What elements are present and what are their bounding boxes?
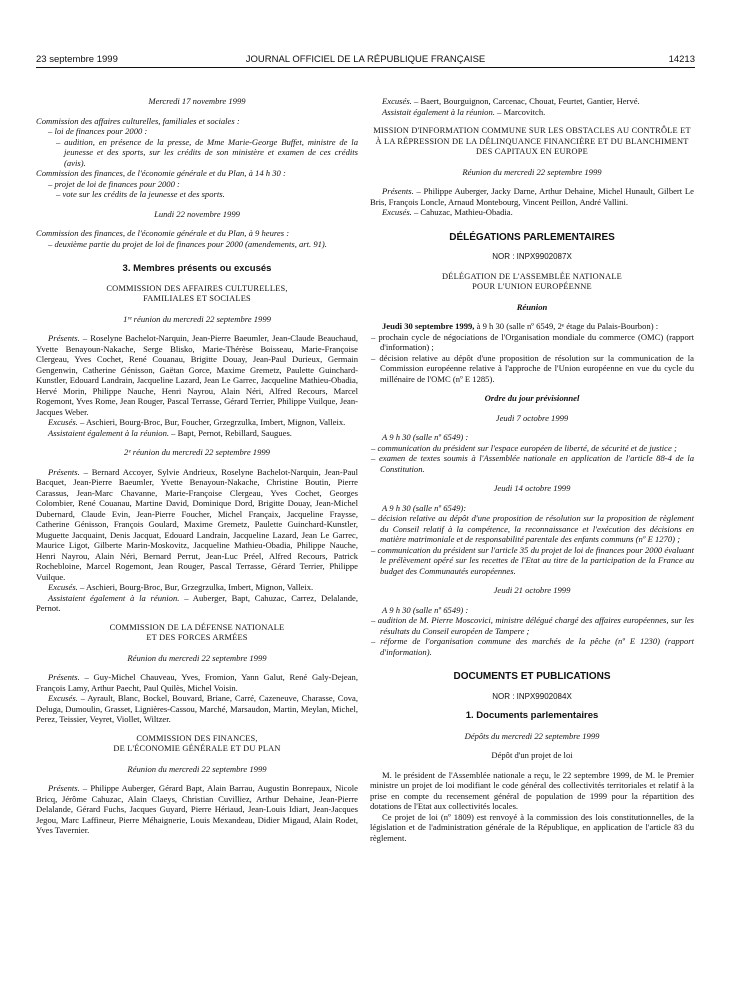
time-line: A 9 h 30 (salle nº 6549) :: [382, 604, 469, 615]
attendance-present: Présents. – Roselyne Bachelot-Narquin, Jean-Pierre Baeumler, Jean-Claude Beauchaud, Yvette Benayoun-Nakache, Serge Blisko, Marie-Thérèse Boisseau, Marie-Françoise Clergeau, Yves Cochet, René Couanau, Brigitte Douay, Jean-Paul Durieux, Germain Gengenwin, Catherine Génisson, Gaëtan Gorce, Maxime Gremetz, Paulette Guinchard-Kunstler, Edouard Landrain, Jacqueline Lazard, Jean Le Garrec, Jacqueline Mathieu-Obadia, Hervé Morin, Philippe Nauche, Henri Nayrou, Alain Néri, Alfred Recours, Marcel Rogemont, Yves Rome, Jean Rouger, Pascal Terrasse, Gérard Terrier, Philippe Vuilque, Jean-Jacques Weber.: [36, 333, 358, 417]
attendance-present: Présents. – Philippe Auberger, Gérard Bapt, Alain Barrau, Augustin Bonrepaux, Nicole Bricq, Jérôme Cahuzac, Alain Claeys, Christian Cuvilliez, Arthur Dehaine, Jean-Pierre Delalande, Gérard Fuchs, Jacques Guyard, Pierre Hériaud, Jean-Louis Idiart, Jean-Jacques Jegou, Marc Laffineur, Pierre Méhaignerie, Louis Mexandeau, Didier Migaud, Alain Rodet, Yves Tavernier.: [36, 783, 358, 835]
attendance-excused: Excusés. – Aschieri, Bourg-Broc, Bur, Foucher, Grzegrzulka, Imbert, Mignon, Valleix.: [48, 417, 346, 427]
attendance-present: Présents. – Bernard Accoyer, Sylvie Andrieux, Roselyne Bachelot-Narquin, Jean-Paul Bacquet, Jean-Pierre Baeumler, Yvette Benayoun-Nakache, Christine Boutin, Pierre Carassus, Jean-Marc Chavanne, Marie-Françoise Clergeau, Yves Cochet, Georges Colombier, René Couanau, Martine David, Dominique Dord, Brigitte Douay, Jean-Michel Dubernard, Claude Evin, Jean-Pierre Foucher, Michel Françaix, Jacqueline Fraysse, Catherine Génisson, François Goulard, Maxime Gremetz, Paulette Guinchard-Kunstler, Muguette Jacquaint, Denis Jacquat, Edouard Landrain, Jacqueline Lazard, Jean Le Garrec, Maurice Ligot, Gilberte Marin-Moskovitz, Jacqueline Mathieu-Obadia, Philippe Nauche, Henri Nayrou, Alain Néri, Bernard Perrut, Jean-Luc Préel, Alfred Recours, Patrick Rochebloine, Marcel Rogemont, Jean Rouger, Pascal Terrasse, Gérard Terrier, Philippe Vuilque.: [36, 466, 358, 582]
agenda-item: – projet de loi de finances pour 2000 :: [48, 178, 180, 189]
agenda-item: – réforme de l'organisation commune des marchés de la pêche (nº E 1230) (rapport d'information).: [371, 636, 694, 657]
agenda-heading: Ordre du jour prévisionnel: [484, 393, 580, 403]
commission-title: DE L'ÉCONOMIE GÉNÉRALE ET DU PLAN: [113, 744, 281, 753]
commission-title: FAMILIALES ET SOCIALES: [143, 294, 251, 303]
mission-title: MISSION D'INFORMATION COMMUNE SUR LES OBSTACLES AU CONTRÔLE ET À LA RÉPRESSION DE LA DÉLINQUANCE FINANCIÈRE ET DU BLANCHIMENT DES CAPITAUX EN EUROPE: [373, 126, 691, 156]
agenda-item: – audition, en présence de la presse, de Mme Marie-George Buffet, ministre de la jeunesse et des sports, sur les crédits de son ministère et examen de ces crédits (avis).: [56, 136, 358, 168]
date-heading: Jeudi 7 octobre 1999: [495, 412, 569, 423]
time-line: A 9 h 30 (salle nº 6549):: [382, 502, 467, 513]
meeting-heading: 1ʳᵉ réunion du mercredi 22 septembre 1999: [123, 313, 271, 324]
attendance-present: Présents. – Guy-Michel Chauveau, Yves, Fromion, Yann Galut, René Galy-Dejean, François Lamy, Arthur Paecht, Paul Quilès, Michel Voisin.: [36, 672, 358, 693]
deposit-heading: Dépôt d'un projet de loi: [491, 750, 573, 760]
time-line: A 9 h 30 (salle nº 6549) :: [382, 432, 469, 442]
body-paragraph: M. le président de l'Assemblée nationale a reçu, le 22 septembre 1999, de M. le Premier ministre un projet de loi modifiant le code général des collectivités territoriales et relatif à la prise en compte du recensement général de population de 1999 pour la répartition des dotations de l'Etat aux collectivités locales.: [370, 769, 694, 811]
meeting-heading: Réunion du mercredi 22 septembre 1999: [462, 166, 602, 177]
delegation-title: DÉLÉGATION DE L'ASSEMBLÉE NATIONALE: [442, 271, 622, 281]
attendance-also: Assistaient également à la réunion. – Auberger, Bapt, Cahuzac, Carrez, Delalande, Pernot.: [36, 592, 359, 613]
delegation-title: POUR L'UNION EUROPÉENNE: [472, 282, 592, 291]
agenda-item: – communication du président sur l'espace européen de liberté, de sécurité et de justice ;: [371, 442, 677, 453]
attendance-present: Présents. – Philippe Auberger, Jacky Darne, Arthur Dehaine, Michel Hunault, Gilbert Le Bris, François Loncle, Arnaud Montebourg, Vincent Peillon, André Vallini.: [370, 186, 694, 207]
section-title: DÉLÉGATIONS PARLEMENTAIRES: [449, 231, 615, 243]
commission-title: COMMISSION DE LA DÉFENSE NATIONALE: [109, 622, 285, 632]
date-heading: Jeudi 21 octobre 1999: [493, 585, 571, 595]
attendance-also: Assistaient également à la réunion. – Bapt, Pernot, Rebillard, Saugues.: [48, 427, 292, 438]
left-column: [36, 96, 358, 836]
header-date: 23 septembre 1999: [36, 54, 118, 65]
date-heading: Lundi 22 novembre 1999: [154, 208, 240, 219]
nor-reference: NOR : INPX9902084X: [492, 691, 572, 701]
agenda-item: – deuxième partie du projet de loi de finances pour 2000 (amendements, art. 91).: [48, 238, 327, 249]
commission-title: COMMISSION DES AFFAIRES CULTURELLES,: [106, 283, 288, 293]
right-column: [370, 96, 694, 843]
agenda-item: – audition de M. Pierre Moscovici, ministre délégué chargé des affaires européennes, sur les résultats du Conseil européen de Tampere ;: [371, 615, 694, 636]
agenda-item: – décision relative au dépôt d'une proposition de résolution sur la proposition de règlement du Conseil relatif à la compétence, la reconnaissance et l'exécution des décisions en matière matrimoniale et de responsabilité parentale des enfants communs (nº E 1270) ;: [371, 513, 694, 544]
attendance-also: Assistait également à la réunion. – Marcovitch.: [382, 106, 546, 117]
meeting-date-line: Jeudi 30 septembre 1999, à 9 h 30 (salle nº 6549, 2ᵉ étage du Palais-Bourbon) :: [382, 321, 659, 331]
agenda-item: – examen de textes soumis à l'Assemblée nationale en application de l'article 88-4 de la Constitution.: [371, 453, 694, 474]
commission-line: Commission des finances, de l'économie générale et du Plan, à 14 h 30 :: [36, 168, 286, 178]
commission-title: ET DES FORCES ARMÉES: [146, 633, 248, 642]
header-journal-title: JOURNAL OFFICIEL DE LA RÉPUBLIQUE FRANÇAISE: [245, 54, 486, 65]
attendance-excused: Excusés. – Baert, Bourguignon, Carcenac, Chouat, Feurtet, Gantier, Hervé.: [382, 96, 640, 106]
meeting-heading: 2ᵉ réunion du mercredi 22 septembre 1999: [124, 447, 270, 457]
agenda-item: – loi de finances pour 2000 :: [48, 126, 148, 136]
date-heading: Jeudi 14 octobre 1999: [493, 483, 571, 493]
nor-reference: NOR : INPX9902087X: [492, 252, 572, 261]
agenda-item: – décision relative au dépôt d'une proposition de résolution sur la communication de la Commission européenne relative à l'approche de l'Union européenne en vue du cycle du millénaire de l'OMC (nº E 1285).: [371, 352, 694, 384]
date-heading: Dépôts du mercredi 22 septembre 1999: [464, 730, 600, 741]
date-heading: Mercredi 17 novembre 1999: [148, 96, 246, 106]
commission-line: Commission des affaires culturelles, familiales et sociales :: [36, 115, 240, 126]
agenda-item: – vote sur les crédits de la jeunesse et des sports.: [56, 189, 225, 199]
meeting-heading: Réunion du mercredi 22 septembre 1999: [127, 652, 267, 663]
section-title: 3. Membres présents ou excusés: [122, 263, 272, 274]
commission-title: COMMISSION DES FINANCES,: [136, 733, 258, 743]
meeting-heading: Réunion: [516, 301, 548, 312]
header-page-number: 14213: [668, 54, 695, 65]
subsection-title: 1. Documents parlementaires: [465, 710, 599, 721]
attendance-excused: Excusés. – Aschieri, Bourg-Broc, Bur, Grzegrzulka, Imbert, Mignon, Valleix.: [48, 582, 314, 592]
page-header: [36, 54, 695, 68]
attendance-excused: Excusés. – Ayrault, Blanc, Bockel, Bouvard, Briane, Carré, Cazeneuve, Charasse, Cova, Deluga, Dumoulin, Grasset, Lignières-Cassou, Marché, Marsaudon, Martin, Meylan, Michel, Perez, Teissier, Veyret, Viollet, Wiltzer.: [36, 693, 358, 724]
commission-line: Commission des finances, de l'économie générale et du Plan, à 9 heures :: [36, 228, 290, 238]
agenda-item: – prochain cycle de négociations de l'Organisation mondiale du commerce (OMC) (rapport d'information) ;: [371, 331, 694, 352]
agenda-item: – communication du président sur l'article 35 du projet de loi de finances pour 2000 évaluant le prélèvement opéré sur les recettes de l'Etat au titre de la participation de la France au budget des Communautés européennes.: [371, 544, 694, 576]
header-rule: [36, 67, 695, 68]
attendance-excused: Excusés. – Cahuzac, Mathieu-Obadia.: [382, 207, 513, 217]
section-title: DOCUMENTS ET PUBLICATIONS: [453, 671, 611, 682]
body-paragraph: Ce projet de loi (nº 1809) est renvoyé à la commission des lois constitutionnelles, de la législation et de l'administration générale de la République, en application de l'article 83 du règlement.: [370, 811, 694, 843]
meeting-heading: Réunion du mercredi 22 septembre 1999: [127, 763, 267, 774]
